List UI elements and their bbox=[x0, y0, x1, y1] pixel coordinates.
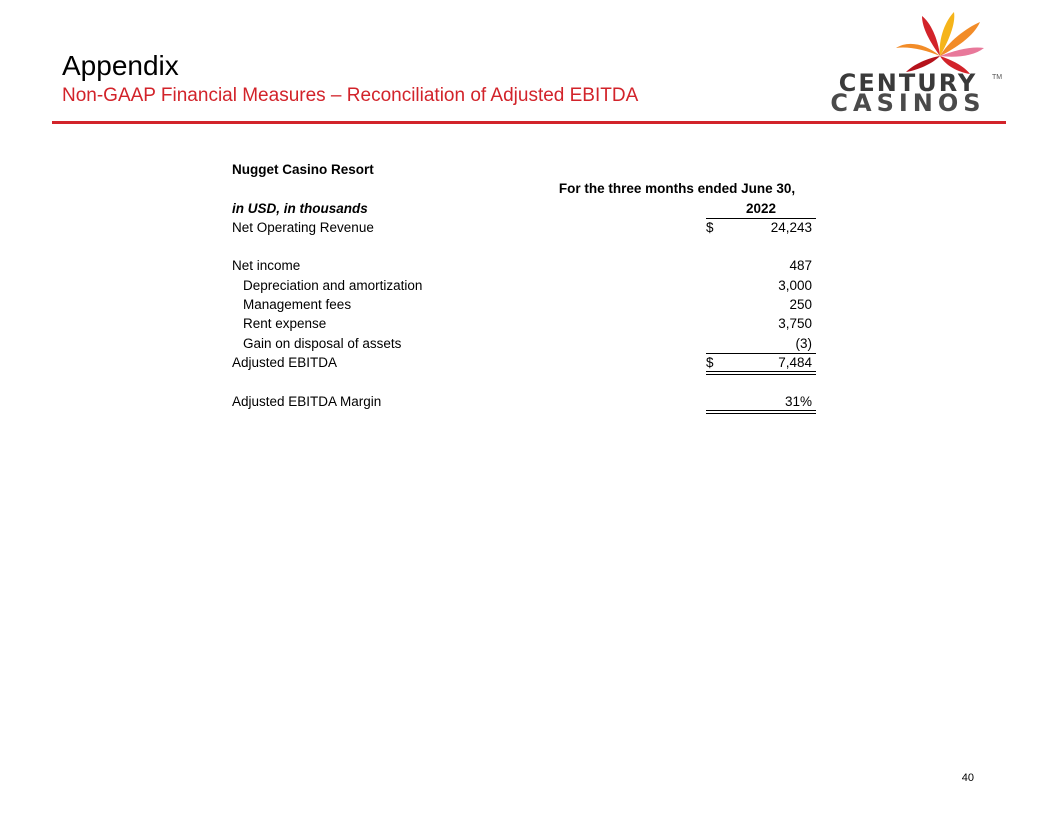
row-value: 7,484 bbox=[778, 354, 812, 370]
table-row-gain-disposal bbox=[232, 334, 816, 353]
table-row-rent-expense bbox=[232, 314, 816, 333]
margin-double-underline bbox=[706, 410, 816, 414]
page-subtitle: Non-GAAP Financial Measures – Reconciliation of Adjusted EBITDA bbox=[62, 85, 639, 106]
table-row-net-income bbox=[232, 256, 816, 275]
currency-symbol: $ bbox=[706, 219, 714, 235]
row-label: Management fees bbox=[243, 297, 352, 313]
period-header: For the three months ended June 30, bbox=[558, 181, 796, 197]
table-spacer bbox=[232, 237, 816, 256]
row-label: Gain on disposal of assets bbox=[243, 335, 402, 351]
table-row-depreciation bbox=[232, 276, 816, 295]
logo-wordmark-casinos: CASINOS bbox=[830, 89, 986, 117]
logo-flower-icon bbox=[818, 8, 1004, 78]
units-label: in USD, in thousands bbox=[232, 200, 368, 216]
row-label: Rent expense bbox=[243, 316, 327, 332]
page-number: 40 bbox=[961, 772, 974, 784]
table-row-adjusted-ebitda-margin bbox=[232, 392, 816, 411]
logo-trademark: TM bbox=[992, 74, 1003, 81]
table-units-row bbox=[232, 199, 816, 218]
row-value: 250 bbox=[789, 297, 812, 313]
row-value: 487 bbox=[789, 258, 812, 274]
row-value: 31% bbox=[784, 393, 812, 409]
page-title: Appendix bbox=[62, 50, 179, 81]
property-name: Nugget Casino Resort bbox=[232, 162, 374, 177]
logo-wordmark-century: CENTURY bbox=[838, 69, 978, 97]
row-value: 24,243 bbox=[770, 219, 812, 235]
row-label: Net income bbox=[232, 258, 301, 274]
header-divider bbox=[52, 121, 1006, 124]
table-row-management-fees bbox=[232, 295, 816, 314]
row-value: (3) bbox=[795, 335, 812, 351]
row-label: Adjusted EBITDA bbox=[232, 354, 338, 370]
row-label: Depreciation and amortization bbox=[243, 277, 423, 293]
row-label: Net Operating Revenue bbox=[232, 219, 374, 235]
table-period-row bbox=[232, 179, 816, 198]
currency-symbol: $ bbox=[706, 354, 714, 370]
table-row-adjusted-ebitda bbox=[232, 353, 816, 372]
row-value: 3,000 bbox=[778, 277, 812, 293]
table-row-net-operating-revenue bbox=[232, 218, 816, 237]
year-header: 2022 bbox=[745, 200, 777, 216]
reconciliation-table bbox=[232, 160, 816, 411]
row-value: 3,750 bbox=[778, 316, 812, 332]
table-spacer bbox=[232, 372, 816, 391]
row-label: Adjusted EBITDA Margin bbox=[232, 393, 382, 409]
table-property-row bbox=[232, 160, 816, 179]
century-casinos-logo bbox=[818, 8, 1004, 117]
